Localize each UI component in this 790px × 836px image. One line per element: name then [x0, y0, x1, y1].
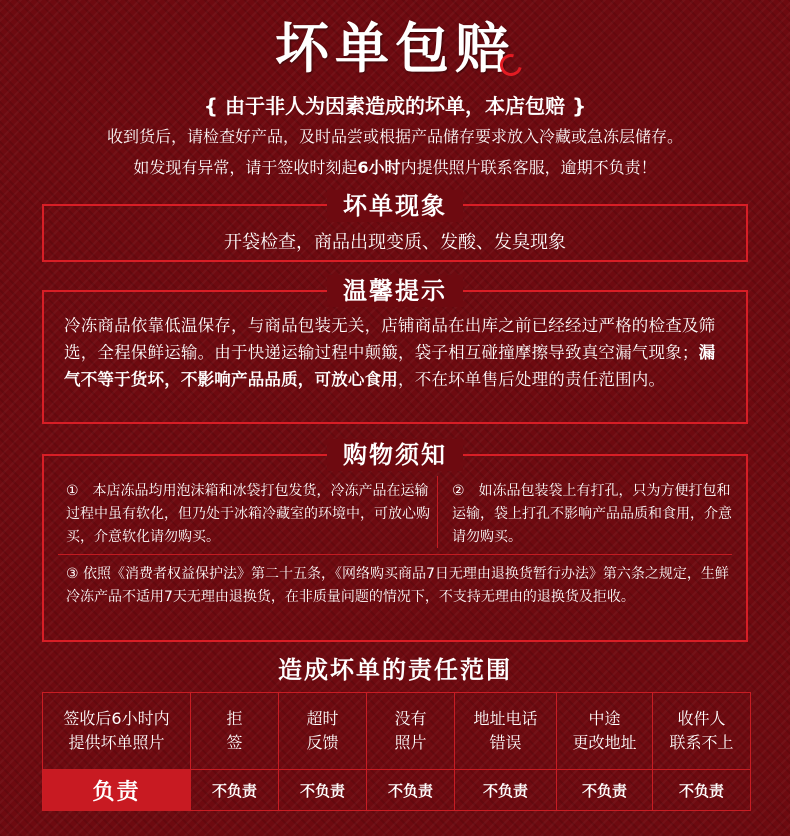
header-line-1: 超时 — [306, 709, 339, 728]
intro-line-2-after: 内提供照片联系客服，逾期不负责！ — [400, 158, 657, 177]
page-subtitle: { 由于非人为因素造成的坏单，本店包赔 } — [203, 94, 587, 118]
tips-title-text: 温馨提示 — [327, 275, 463, 307]
tips-text-before: 冷冻商品依靠低温保存，与商品包装无关，店铺商品在出库之前已经经过严格的检查及筛选，全程保鲜运输。由于快递运输过程中颠簸，袋子相互碰撞摩擦导致真空漏气现象； — [64, 316, 716, 362]
bad-order-title-text: 坏单现象 — [327, 190, 463, 222]
table-header-cell — [557, 693, 653, 770]
page-title: 坏单包赔 — [275, 16, 515, 80]
intro-line-2-highlight: 6小时 — [357, 158, 401, 177]
scope-title: 造成坏单的责任范围 — [278, 656, 512, 684]
header-line-1: 没有 — [394, 709, 427, 728]
tips-text-highlight: 漏气不等于货坏，不影响产品品质，可放心食用 — [64, 343, 716, 389]
table-header-cell — [279, 693, 367, 770]
table-header-cell — [367, 693, 455, 770]
shopping-note-3: ③ 依照《消费者权益保护法》第二十五条，《网络购买商品7日无理由退换货暂行办法》第六条之规定，生鲜冷冻产品不适用7天无理由退换货，在非质量问题的情况下，不支持无理由的退换货及拒收。 — [66, 566, 729, 605]
tips-text — [64, 312, 728, 393]
header-line-2: 反馈 — [306, 733, 339, 752]
responsible-cell: 负责 — [43, 770, 191, 811]
table-header-cell — [653, 693, 751, 770]
intro-line-2 — [0, 155, 790, 178]
not-responsible-cell: 不负责 — [367, 770, 455, 811]
header-line-1: 拒 — [226, 709, 243, 728]
notes-vertical-divider — [437, 476, 438, 548]
header-line-1: 签收后6小时内 — [63, 709, 170, 728]
notes-horizontal-divider — [58, 554, 732, 555]
table-header-row — [43, 693, 751, 770]
tips-text-after: ，不在坏单售后处理的责任范围内。 — [398, 370, 666, 389]
header-line-1: 中途 — [588, 709, 621, 728]
not-responsible-cell: 不负责 — [557, 770, 653, 811]
header-line-1: 收件人 — [677, 709, 726, 728]
shopping-notes-title — [0, 439, 790, 471]
header-line-2: 提供坏单照片 — [68, 733, 165, 752]
table-header-cell — [191, 693, 279, 770]
header-line-2: 签 — [226, 733, 243, 752]
header-line-2: 照片 — [394, 733, 427, 752]
header-line-2: 更改地址 — [572, 733, 637, 752]
shopping-note-1: ① 本店冻品均用泡沫箱和冰袋打包发货，冷冻产品在运输过程中虽有软化，但乃处于冰箱冷藏室的环境中，可放心购买，介意软化请勿购买。 — [66, 483, 430, 545]
intro-line-2-before: 如发现有异常，请于签收时刻起 — [133, 158, 358, 177]
not-responsible-cell: 不负责 — [279, 770, 367, 811]
header-line-2: 错误 — [489, 733, 522, 752]
responsibility-table — [42, 692, 751, 811]
table-result-row — [43, 770, 751, 811]
bad-order-title — [0, 190, 790, 222]
shopping-notes-title-text: 购物须知 — [327, 439, 463, 471]
intro-line-1: 收到货后，请检查好产品，及时品尝或根据产品储存要求放入冷藏或急冻层储存。 — [106, 127, 683, 146]
shopping-note-2: ② 如冻品包装袋上有打孔，只为方便打包和运输，袋上打孔不影响产品品质和食用，介意请勿购买。 — [452, 483, 732, 545]
tips-title — [0, 275, 790, 307]
not-responsible-cell: 不负责 — [455, 770, 557, 811]
not-responsible-cell: 不负责 — [191, 770, 279, 811]
table-header-cell — [455, 693, 557, 770]
not-responsible-cell: 不负责 — [653, 770, 751, 811]
header-line-2: 联系不上 — [669, 733, 734, 752]
bad-order-text: 开袋检查，商品出现变质、发酸、发臭现象 — [224, 232, 566, 253]
table-header-cell — [43, 693, 191, 770]
header-line-1: 地址电话 — [473, 709, 538, 728]
